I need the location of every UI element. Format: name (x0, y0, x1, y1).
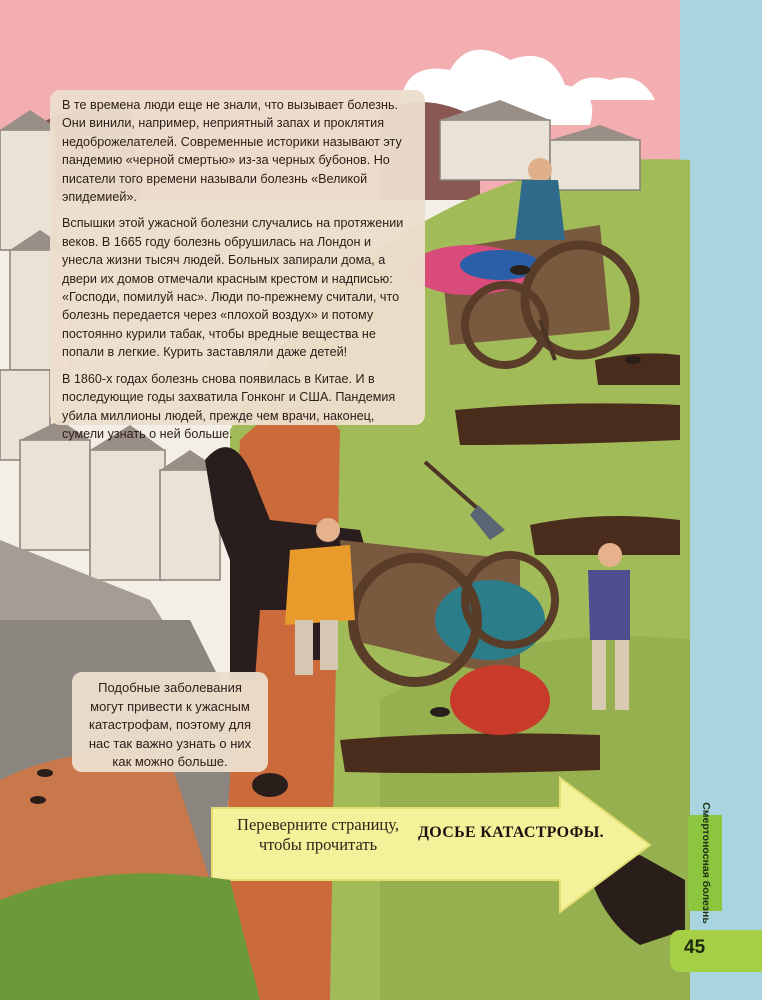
main-text-box (50, 90, 425, 441)
chapter-tab-label: Смертоносная болезнь (699, 802, 712, 924)
paragraph-1: В те времена люди еще не знали, что вызывает болезнь. Они винили, например, неприятный запах и проклятия недоброжелателей. Современные историки называют эту пандемию «черной смертью» из-за черных бубонов. Но писатели того времени называли болезнь «Великой эпидемией». (62, 98, 402, 205)
page-number: 45 (684, 937, 706, 958)
paragraph-3: В 1860-х годах болезнь снова появилась в Китае. И в последующие годы захватила Гонконг и США. Пандемия убила миллионы людей, прежде чем врачи, наконец, сумели узнать о ней больше. (62, 371, 396, 441)
callout-text: Переверните страницу, чтобы прочитать (237, 815, 399, 854)
paragraph-2: Вспышки этой ужасной болезни случались на протяжении веков. В 1665 году болезнь обрушилась на Лондон и унесла жизни тысяч людей. Больных запирали дома, а двери их домов отмечали красным крестом и надписью: «Господи, помилуй нас». Люди по-прежнему считали, что болезнь передается через «плохой воздух» и потому постоянно курили табак, чтобы вредные вещества не попали в легкие. Курить заставляли даже детей! (62, 216, 404, 360)
callout-title: ДОСЬЕ КАТАСТРОФЫ. (418, 824, 604, 841)
bottom-grass (0, 873, 260, 1000)
side-note-box (72, 672, 268, 772)
side-note-text: Подобные заболевания могут привести к ужасным катастрофам, поэтому для нас так важно узнать о них как можно больше. (88, 680, 252, 769)
